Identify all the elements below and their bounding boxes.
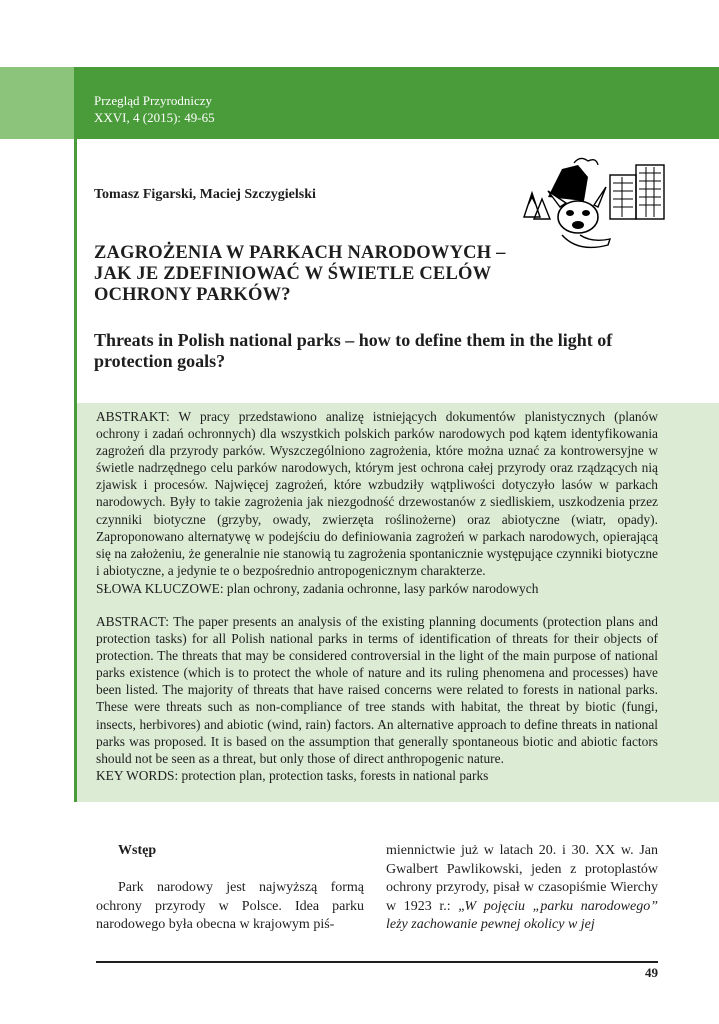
authors: Tomasz Figarski, Maciej Szczygielski [94,187,316,202]
journal-name: Przegląd Przyrodniczy [94,93,213,108]
paragraph: Park narodowy jest najwyższą formą ochrony przyrody w Polsce. Idea parku narodowego była obecna w krajowym piś- [96,880,364,932]
abstract-english: ABSTRACT: The paper presents an analysis of the existing planning documents (protection plans and protection tasks) for all Polish national parks in terms of identification of threats for their objects of protection. The threats that may be considered controversial in the light of the main purpose of national parks existence (which is to protect the whole of nature and its ruling phenomena and processes) have been listed. The majority of threats that have raised concerns were related to forests in national parks. These were threats such as non-compliance of tree stands with habitat, the threat by biotic (fungi, insects, herbivores) and abiotic (wind, rain) factors. An alternative approach to define threats in national parks was proposed. It is based on the assumption that generally spontaneous biotic and abiotic factors should not be seen as a threat, but only those of direct anthropogenic nature. [96,614,658,766]
page-number: 49 [645,965,658,980]
title-polish: ZAGROŻENIA W PARKACH NARODOWYCH – JAK JE ZDEFINIOWAĆ W ŚWIETLE CELÓW OCHRONY PARKÓW? [94,243,506,305]
journal-info [94,92,215,126]
keywords-polish: SŁOWA KLUCZOWE: plan ochrony, zadania ochronne, lasy parków narodowych [96,581,539,596]
footer-rule [96,961,658,963]
header-tab [0,67,74,139]
body-column-left [96,842,364,935]
nature-vs-city-logo [518,157,668,257]
abstract-polish: ABSTRAKT: W pracy przedstawiono analizę istniejących dokumentów planistycznych (planów ochrony i zadań ochronnych) dla wszystkich polskich parków narodowych pod kątem identyfikowania zagrożeń dla przyrody parków. Wyszczególniono zagrożenia, które można uznać za kontrowersyjne w świetle nadrzędnego celu parków narodowych, którym jest ochrona całej przyrody oraz rządzących nią zjawisk i procesów. Najwięcej zagrożeń, które wzbudziły wątpliwości dotyczyło lasów w parkach narodowych. Były to takie zagrożenia jak niezgodność drzewostanów z siedliskiem, uszkodzenia przez czynniki biotyczne (grzyby, owady, zwierzęta roślinożerne) oraz abiotyczne (wiatr, opady). Zaproponowano alternatywę w podejściu do definiowania zagrożeń w parkach narodowych, opierającą się na założeniu, że generalnie nie stanowią tu zagrożenia spontanicznie występujące czynniki biotyczne i abiotyczne, a jedynie te o bezpośrednio antropogenicznym charakterze. [96,409,658,578]
body-column-right [386,842,658,935]
paragraph-text: miennictwie już w latach 20. i 30. XX w. Jan Gwalbert Pawlikowski, jeden z protoplastów ochrony przyrody, pisał w czasopiśmie Wierchy w 1923 r.: „ [386,843,658,914]
title-english: Threats in Polish national parks – how to define them in the light of protection goals? [94,330,613,371]
section-title: Wstęp [118,843,157,858]
keywords-english: KEY WORDS: protection plan, protection tasks, forests in national parks [96,768,489,783]
paragraph-continued [386,842,658,935]
journal-issue: XXVI, 4 (2015): 49-65 [94,110,215,125]
quote-italic: W pojęciu „parku narodowego” leży zachowanie pewnej okolicy w jej [386,898,658,932]
